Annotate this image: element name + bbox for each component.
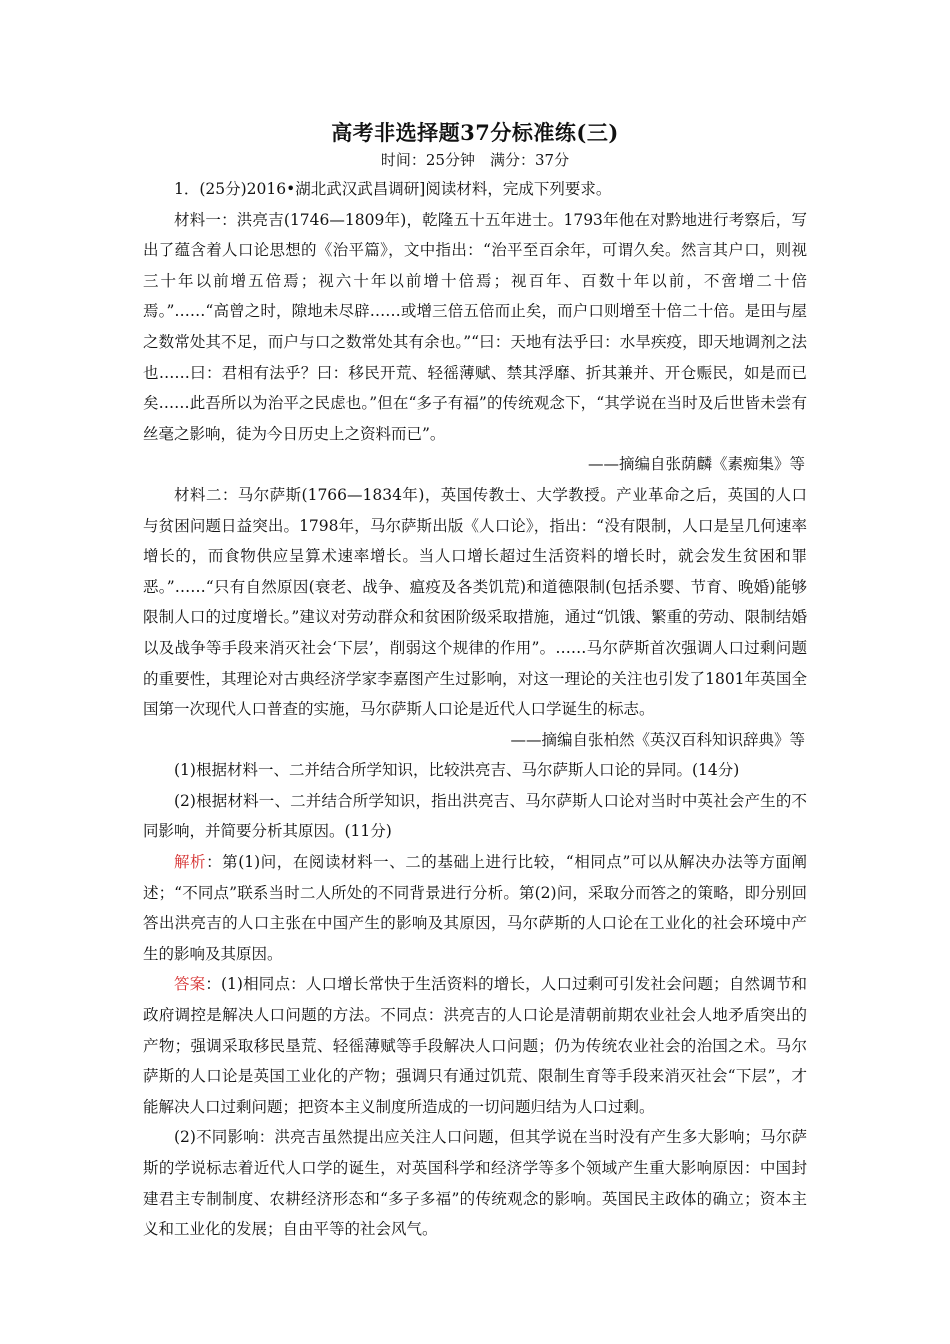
analysis-label: 解析 bbox=[174, 853, 207, 872]
material-one: 材料一：洪亮吉(1746—1809年)，乾隆五十五年进士。1793年他在对黔地进行考察后，写出了蕴含着人口论思想的《治平篇》，文中指出：“治平至百余年，可谓久矣。然言其户口，则视三十年以前增五倍焉；视六十年以前增十倍焉；视百年、百数十年以前，不啻增二十倍焉。”……“高曾之时，隙地未尽辟……或增三倍五倍而止矣，而户口则增至十倍二十倍。是田与屋之数常处其不足，而户与口之数常处其有余也。”“曰：天地有法乎曰：水旱疾疫，即天地调剂之法也……曰：君相有法乎？曰：移民开荒、轻徭薄赋、禁其浮靡、折其兼并、开仓赈民，如是而已矣……此吾所以为治平之民虑也。”但在“多子有福”的传统观念下，“其学说在当时及后世皆未尝有丝毫之影响，徒为今日历史上之资料而已”。 bbox=[143, 210, 807, 443]
answer-label: 答案 bbox=[174, 975, 206, 994]
sub-question-2: (2)根据材料一、二并结合所学知识，指出洪亮吉、马尔萨斯人口论对当时中英社会产生的不同影响，并简要分析其原因。(11分) bbox=[143, 791, 807, 841]
question-intro: 1．(25分)2016•湖北武汉武昌调研]阅读材料，完成下列要求。 bbox=[174, 180, 612, 198]
analysis-text: ：第(1)问，在阅读材料一、二的基础上进行比较，“相同点”可以从解决办法等方面阐述；“不同点”联系当时二人所处的不同背景进行分析。第(2)问，采取分而答之的策略，即分别回答出洪亮吉的人口主张在中国产生的影响及其原因，马尔萨斯的人口论在工业化的社会环境中产生的影响及其原因。 bbox=[143, 853, 807, 963]
time-score-info: 时间：25分钟 满分：37分 bbox=[380, 151, 570, 169]
sub-question-1: (1)根据材料一、二并结合所学知识，比较洪亮吉、马尔萨斯人口论的异同。(14分) bbox=[174, 761, 740, 780]
material-one-source: ——摘编自张荫麟《素痴集》等 bbox=[587, 455, 805, 474]
answer-paragraph bbox=[143, 969, 807, 1122]
answer-part-1: ：(1)相同点：人口增长常快于生活资料的增长，人口过剩可引发社会问题；自然调节和政府调控是解决人口问题的方法。不同点：洪亮吉的人口论是清朝前期农业社会人地矛盾突出的产物；强调采取移民垦荒、轻徭薄赋等手段解决人口问题；仍为传统农业社会的治国之术。马尔萨斯的人口论是英国工业化的产物；强调只有通过饥荒、限制生育等手段来消灭社会“下层”，才能解决人口过剩问题；把资本主义制度所造成的一切问题归结为人口过剩。 bbox=[143, 975, 807, 1116]
document-page bbox=[143, 118, 807, 1245]
answer-part-2: (2)不同影响：洪亮吉虽然提出应关注人口问题，但其学说在当时没有产生多大影响；马尔萨斯的学说标志着近代人口学的诞生，对英国科学和经济学等多个领域产生重大影响原因：中国封建君主专制制度、农耕经济形态和“多子多福”的传统观念的影响。英国民主政体的确立；资本主义和工业化的发展；自由平等的社会风气。 bbox=[143, 1128, 807, 1239]
page-title: 高考非选择题37分标准练(三) bbox=[331, 120, 619, 145]
analysis-paragraph bbox=[143, 847, 807, 969]
material-two: 材料二：马尔萨斯(1766—1834年)，英国传教士、大学教授。产业革命之后，英国的人口与贫困问题日益突出。1798年，马尔萨斯出版《人口论》，指出：“没有限制，人口是呈几何速率增长的，而食物供应呈算术速率增长。当人口增长超过生活资料的增长时，就会发生贫困和罪恶。”……“只有自然原因(衰老、战争、瘟疫及各类饥荒)和道德限制(包括杀婴、节育、晚婚)能够限制人口的过度增长。”建议对劳动群众和贫困阶级采取措施，通过“饥饿、繁重的劳动、限制结婚以及战争等手段来消灭社会‘下层’，削弱这个规律的作用”。……马尔萨斯首次强调人口过剩问题的重要性，其理论对古典经济学家李嘉图产生过影响，对这一理论的关注也引发了1801年英国全国第一次现代人口普查的实施，马尔萨斯人口论是近代人口学诞生的标志。 bbox=[143, 485, 807, 719]
material-two-source: ——摘编自张柏然《英汉百科知识辞典》等 bbox=[510, 730, 805, 749]
